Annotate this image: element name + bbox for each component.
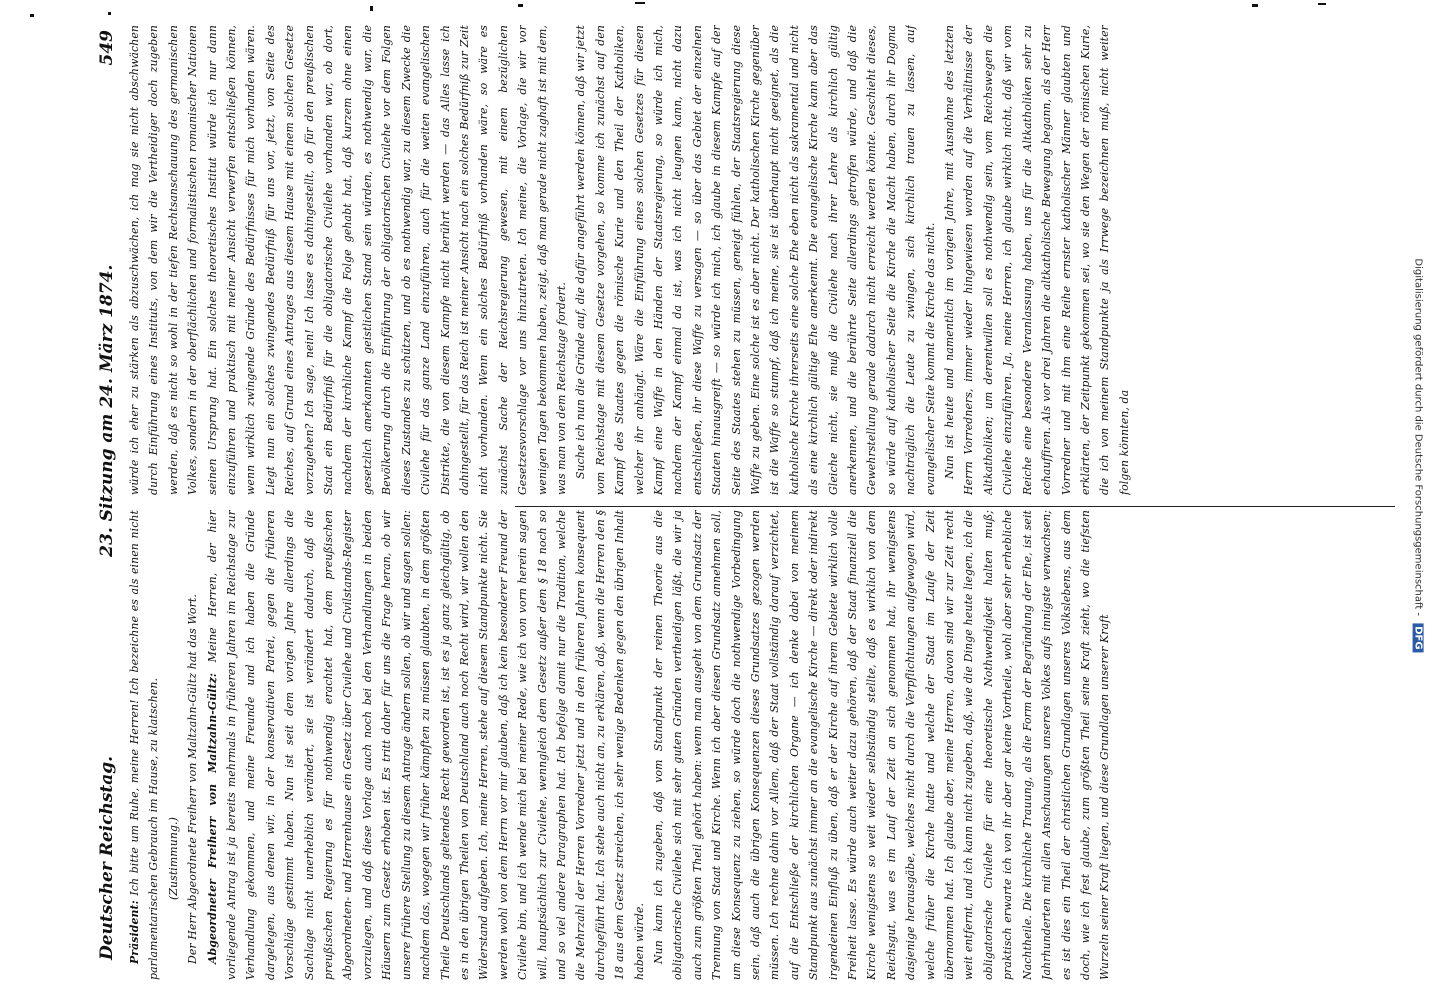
page-header <box>92 0 122 1000</box>
paragraph-text: Der Herr Abgeordnete Freiherr von Maltzahn-Gültz hat das Wort. <box>186 594 200 964</box>
paragraph-text: Ich bitte um Ruhe, meine Herren! Ich bezeichne es als einen nicht parlamentarischen Gebrauch im Hause, zu klatschen. <box>128 510 161 980</box>
paragraph <box>571 25 940 495</box>
speaker-paragraph <box>203 510 649 980</box>
paragraph-text: Nun kann ich zugeben, daß vom Standpunkt der reinen Theorie aus die obligatorische Civilehe sich mit sehr guten Gründen vertheidigen läßt, die wir ja auch zum größten Theil gehört haben: wenn man ausgeht von dem Grundsatz der Trennung von Staat und Kirche. Wenn ich aber diesen Grundsatz annehmen soll, um diese Konsequenz zu ziehen, so würde doch die nothwendige Vorbedingung sein, daß auch die übrigen Konsequenzen dieses Grundsatzes gezogen werden müssen. Ich rechne dahin vor Allem, daß der Staat vollständig darauf verzichtet, auf die Entschließe der kirchlichen Organe — ich denke dabei von meinem Standpunkt aus zunächst immer an die evangelische Kirche — direkt oder indirekt irgendeinen Einfluß zu üben, daß er der Kirche auf ihrem Gebiete wirklich volle Freiheit lasse. Es würde auch weiter dazu gehören, daß der Staat finanziell die Kirche wenigstens so weit wieder selbständig stellte, daß es wirklich von dem Reichsgut, was es im Lauf der Zeit an sich genommen hat, ihr wenigstens dasjenige herausgäbe, welches nicht durch die Verpflichtungen aufgewogen wird, welche früher die Kirche hatte und welche der Staat im Laufe der Zeit übernommen hat. Ich glaube aber, meine Herren, davon sind wir zur Zeit recht weit entfernt, und ich kann nicht zugeben, daß, wie die Dinge heute liegen, ich die obligatorische Civilehe für eine theoretische Nothwendigkeit halten muß; praktisch erwarte ich von ihr aber gar keine Vortheile, wohl aber sehr erhebliche Nachtheile. Die kirchliche Trauung, als die Form der Begründung der Ehe, ist seit Jahrhunderten mit allen Anschauungen unseres Volkes aufs innigste verwachsen; es ist dies ein Theil der christlichen Grundlagen unseres Volkslebens, aus dem doch, wie ich fest glaube, zum größten Theil seine Kraft zieht, wo die tiefsten Wurzeln seiner Kraft liegen, und diese Grundlagen unserer Kraft <box>651 510 1112 980</box>
stage-direction <box>164 510 183 980</box>
digitization-note <box>1408 10 1428 900</box>
paragraph-text: Nun ist heute und namentlich im vorigen Jahre, mit Ausnahme des letzten Herrn Vorredners, immer wieder hingewiesen worden auf die Verhältnisse der Altkatholiken; um derentwillen soll es nothwendig sein, vom Reichswegen die Civilehe einzuführen. Ja, meine Herren, ich glaube wirklich nicht, daß wir vom Reiche eine besondere Veranlassung haben, uns für die Altkatholiken sehr zu echauffiren. Als vor drei Jahren die altkatholische Bewegung begann, als der Herr Vorredner und mit ihm eine Reihe ernster katholischer Männer glaubten und erklärten, der Zeitpunkt gekommen sei, wo sie den Wegen der römischen Kurie, die ich von meinem Standpunkte ja als Irrwege bezeichnen muß, nicht weiter folgen könnten, da <box>943 25 1131 495</box>
paragraph <box>940 25 1134 495</box>
speaker-name: Präsident: <box>128 900 141 964</box>
left-column <box>125 510 1395 980</box>
paragraph <box>125 25 571 495</box>
column-divider <box>515 506 1395 507</box>
speaker-paragraph <box>125 510 164 980</box>
paragraph-text: Meine Herren, der hier vorliegende Antrag ist ja bereits mehrmals in früheren Jahren im Reichstage zur Verhandlung gekommen, und meine Freunde und ich haben die Gründe dargelegen, aus denen wir, in der konservativen Partei, gegen die früheren Vorschläge gestimmt haben. Nun ist seit dem vorigen Jahre allerdings die Sachlage nicht unerheblich verändert, sie ist verändert dadurch, daß die preußischen Regierung es für nothwendig erachtet hat, dem preußischen Abgeordneten- und Herrenhause ein Gesetz über Civilehe und Civilstands-Register vorzulegen, und daß diese Vorlage auch noch bei den Verhandlungen in beiden Häusern zum Gesetz erhoben ist. Es tritt daher für uns die Frage heran, ob wir unsere frühere Stellung zu diesem Antrage ändern sollen, ob wir und sagen sollen: nachdem das, wogegen wir früher kämpften zu müssen glaubten, in dem größten Theile Deutschlands geltendes Recht geworden ist, ist es ja ganz gleichgültig, ob es in den übrigen Theilen von Deutschland auch noch Recht wird, wir wollen den Widerstand aufgeben. Ich, meine Herren, stehe auf diesem Standpunkte nicht. Sie werden wohl von dem Herrn vor mir glauben, daß ich kein besonderer Freund der Civilehe bin, und ich wende mich bei meiner Rede, wie ich von vorn herein sagen will, hauptsächlich zur Civilehe, wenngleich dem Gesetz außer dem § 18 noch so und so viel andere Paragraphen hat. Ich befolge damit nur die Tradition, welche die Mehrzahl der Herren Vorredner jetzt und in den früheren Jahren konsequent durchgeführt hat. Ich stehe auch nicht an, zu erklären, daß, wenn die Herren den § 18 aus dem Gesetz streichen, ich sehr wenige Bedenken gegen den übrigen Inhalt haben würde. <box>205 510 646 980</box>
running-title: Deutscher Reichstag. <box>97 755 117 960</box>
paragraph-text: Suche ich nun die Gründe auf, die dafür angeführt werden können, daß wir jetzt vom Reichstage mit diesem Gesetze vorgehen, so komme ich zunächst auf den Kampf des Staates gegen die römische Kurie und den Theil der Katholiken, welcher ihr anhängt. Wäre die Einführung eines solchen Gesetzes für diesen Kampf eine Waffe in den Händen der Staatsregierung, so würde ich mich, nachdem der Kampf einmal da ist, was ich nicht leugnen kann, nicht dazu entschließen, ihr diese Waffe zu versagen — so über das Gebiet der einzelnen Staaten hinausgreift — so würde ich mich, ich glaube in diesem Kampfe auf der Seite des Staates stehen zu müssen, geneigt fühlen, der Staatsregierung diese Waffe zu geben. Eine solche ist es aber nicht. Der katholischen Kirche gegenüber ist die Waffe so stumpf, daß ich meine, sie ist überhaupt nicht geeignet, als die katholische Kirche ihrerseits eine solche Ehe eben nicht als sakramental und nicht als eine kirchlich gültige Ehe anerkennt. Die evangelische Kirche kann aber das Gleiche nicht, sie muß die Civilehe nach ihrer Lehre als kirchlich gültig anerkennen, und die berührte Seite allerdings getroffen würde, und daß die Gewehrstellung gerade dadurch nicht erreicht werden könnte. Geschieht dieses, so würde auf katholischer Seite die Kirche die Macht haben, durch ihr Dogma nachträglich die Leute zu zwingen, sich kirchlich trauen zu lassen, auf evangelischer Seite kommt die Kirche das nicht. <box>574 25 937 495</box>
digitization-text: Digitalisierung gefördert durch die Deutsche Forschungsgemeinschaft - <box>1412 257 1424 616</box>
dfg-logo: DFG <box>1413 623 1424 652</box>
session-date: 23. Sitzung am 24. März 1874. <box>97 264 117 557</box>
paragraph-text: würde ich eher zu stärken als abzuschwächen, ich mag sie nicht abschwächen durch Einführung eines Instituts, von dem wir die Vertheidiger doch zugeben werden, daß es nicht so wohl in der tiefen Rechtsanschauung des germanischen Volkes, sondern in der oberflächlichen und formalistischen romanischer Nationen seinen Ursprung hat. Ein solches theoretisches Institut würde ich nur dann einzuführen und praktisch mit meiner Ansicht verwerfen entschließen können, wenn wirklich zwingende Gründe des Bedürfnisses für mich vorhanden wären. Liegt nun ein solches zwingendes Bedürfniß für uns vor, jetzt, von Seite des Reiches, auf Grund eines Antrages aus diesem Hause mit einem solchen Gesetze vorzugehen? Ich sage, nein! Ich lasse es dahingestellt, ob für den preußischen Staat ein Bedürfniß für die obligatorische Civilehe vorhanden war, ob dort, nachdem der kirchliche Kampf die Folge gehabt hat, daß kurzem ohne einen gesetzlich anerkannten geistlichen Stand sein würden, es nothwendig war, die Bevölkerung durch die Einführung der obligatorischen Civilehe vor dem Folgen dieses Zustandes zu schützen, und ob es nothwendig war, zu diesem Zwecke die Civilehe für das ganze Land einzuführen, auch für die weiten evangelischen Distrikte, die von diesem Kampfe nicht berührt werden — das Alles lasse ich dahingestellt, für das Reich ist meiner Ansicht nach ein solches Bedürfniß zur Zeit nicht vorhanden. Wenn ein solches Bedürfniß vorhanden wäre, so wäre es zunächst Sache der Reichsregierung gewesen, mit einem bezüglichen Gesetzesvorschlage vor uns hinzutreten. Ich meine, die Vorlage, die wir vor wenigen Tagen bekommen haben, zeigt, daß man gerade nicht zaghaft ist mit dem, was man von dem Reichstage fordert. <box>128 25 568 495</box>
speaker-name: Abgeordneter Freiherr von Maltzahn-Gültz: <box>205 672 219 964</box>
page-number: 549 <box>97 30 117 66</box>
paragraph <box>649 510 1115 980</box>
right-column <box>125 25 1395 495</box>
paragraph <box>183 510 202 980</box>
paragraph-text: (Zustimmung.) <box>166 817 180 900</box>
